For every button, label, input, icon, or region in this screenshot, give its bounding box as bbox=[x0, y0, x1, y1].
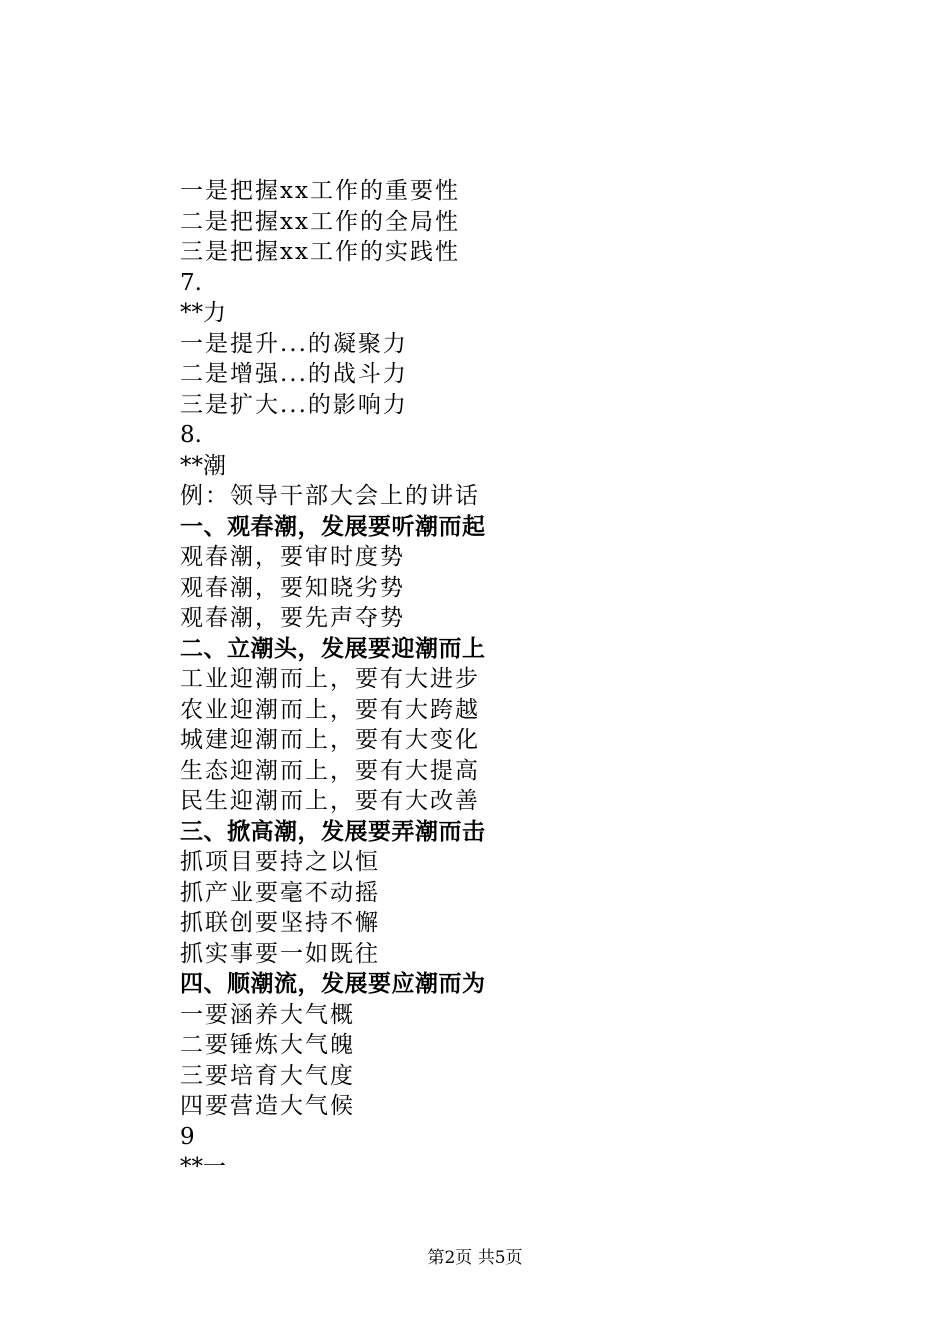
text-line: 工业迎潮而上，要有大进步 bbox=[180, 666, 480, 692]
text-line: 抓产业要毫不动摇 bbox=[180, 879, 380, 906]
section-number: 8. bbox=[180, 422, 202, 448]
text-line: 四要营造大气候 bbox=[180, 1093, 355, 1119]
page-number: 第2页 共5页 bbox=[427, 1248, 523, 1268]
document-body bbox=[180, 176, 880, 1183]
text-line: 民生迎潮而上，要有大改善 bbox=[180, 788, 480, 814]
section-title: **潮 bbox=[180, 452, 226, 479]
section-number: 9 bbox=[180, 1123, 195, 1150]
heading-line: 三、掀高潮，发展要弄潮而击 bbox=[180, 818, 486, 845]
text-line: 三要培育大气度 bbox=[180, 1062, 355, 1089]
heading-line: 四、顺潮流，发展要应潮而为 bbox=[180, 971, 486, 997]
text-line: 抓联创要坚持不懈 bbox=[180, 910, 380, 936]
text-line: 二是把握xx工作的全局性 bbox=[180, 208, 460, 235]
text-line: 抓实事要一如既往 bbox=[180, 940, 380, 967]
text-line: 农业迎潮而上，要有大跨越 bbox=[180, 696, 480, 723]
text-line: 抓项目要持之以恒 bbox=[180, 849, 380, 875]
section-number: 7. bbox=[180, 269, 202, 296]
text-line: 生态迎潮而上，要有大提高 bbox=[180, 757, 480, 784]
text-line: 二要锤炼大气魄 bbox=[180, 1032, 355, 1058]
text-line: 三是扩大...的影响力 bbox=[180, 391, 408, 418]
text-line: 观春潮，要先声夺势 bbox=[180, 605, 405, 631]
text-line: 观春潮，要审时度势 bbox=[180, 544, 405, 570]
page-footer bbox=[0, 1243, 950, 1268]
text-line: 一要涵养大气概 bbox=[180, 1001, 355, 1028]
text-line: 观春潮，要知晓劣势 bbox=[180, 574, 405, 601]
heading-line: 二、立潮头，发展要迎潮而上 bbox=[180, 635, 486, 662]
heading-line: 一、观春潮，发展要听潮而起 bbox=[180, 513, 486, 540]
text-line: 一是把握xx工作的重要性 bbox=[180, 178, 460, 204]
text-line: 城建迎潮而上，要有大变化 bbox=[180, 727, 480, 753]
section-title: **力 bbox=[180, 300, 226, 326]
text-line: 二是增强...的战斗力 bbox=[180, 361, 408, 387]
example-line: 例：领导干部大会上的讲话 bbox=[180, 483, 480, 509]
text-line: 三是把握xx工作的实践性 bbox=[180, 239, 460, 265]
text-line: 一是提升...的凝聚力 bbox=[180, 330, 408, 357]
section-title: **一 bbox=[180, 1154, 226, 1180]
